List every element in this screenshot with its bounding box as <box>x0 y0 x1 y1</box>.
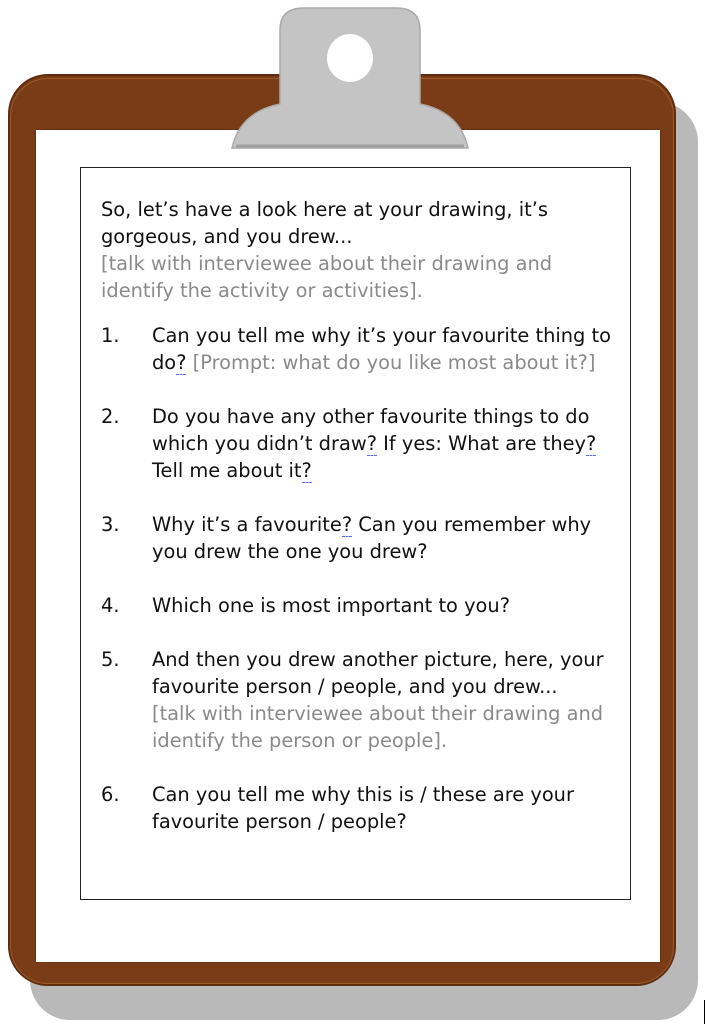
question-sheet <box>101 196 617 835</box>
question-item <box>101 646 617 754</box>
intro-text: So, let’s have a look here at your drawing, it’s gorgeous, and you drew... <box>101 198 549 248</box>
question-text: Can you tell me why it’s your favourite thing to do <box>152 324 611 374</box>
question-item <box>101 403 617 484</box>
question-mark: ? <box>341 513 353 536</box>
question-text-b: Can you remember why you drew the one you drew? <box>152 513 592 563</box>
question-number: 1. <box>101 324 120 347</box>
question-text: And then you drew another picture, here, your favourite person / people, and you drew... <box>152 648 604 698</box>
question-item <box>101 592 617 619</box>
question-text: Why it’s a favourite <box>152 513 342 536</box>
question-number: 4. <box>101 594 120 617</box>
question-text: Which one is most important to you? <box>152 594 510 617</box>
question-number: 3. <box>101 513 120 536</box>
question-mark: ? <box>366 432 377 455</box>
question-number: 6. <box>101 783 120 806</box>
question-text: Do you have any other favourite things to do which you didn’t draw <box>152 405 590 455</box>
question-number: 5. <box>101 648 120 671</box>
clipboard-clip-icon <box>228 0 472 152</box>
question-item <box>101 322 617 376</box>
question-mark: ? <box>176 351 187 374</box>
text-cursor <box>704 1000 705 1024</box>
intro-note: [talk with interviewee about their drawing and identify the activity or activities]. <box>101 252 553 302</box>
question-note: [talk with interviewee about their drawing and identify the person or people]. <box>152 702 604 752</box>
question-text-b: If yes: What are they <box>377 432 587 455</box>
intro-block <box>101 196 617 304</box>
question-number: 2. <box>101 405 120 428</box>
question-item <box>101 781 617 835</box>
question-text: Can you tell me why this is / these are your favourite person / people? <box>152 783 574 833</box>
question-item <box>101 511 617 565</box>
question-prompt: [Prompt: what do you like most about it?] <box>192 351 596 374</box>
question-mark: ? <box>301 459 312 482</box>
question-text-c: Tell me about it <box>152 459 302 482</box>
question-mark: ? <box>586 432 597 455</box>
